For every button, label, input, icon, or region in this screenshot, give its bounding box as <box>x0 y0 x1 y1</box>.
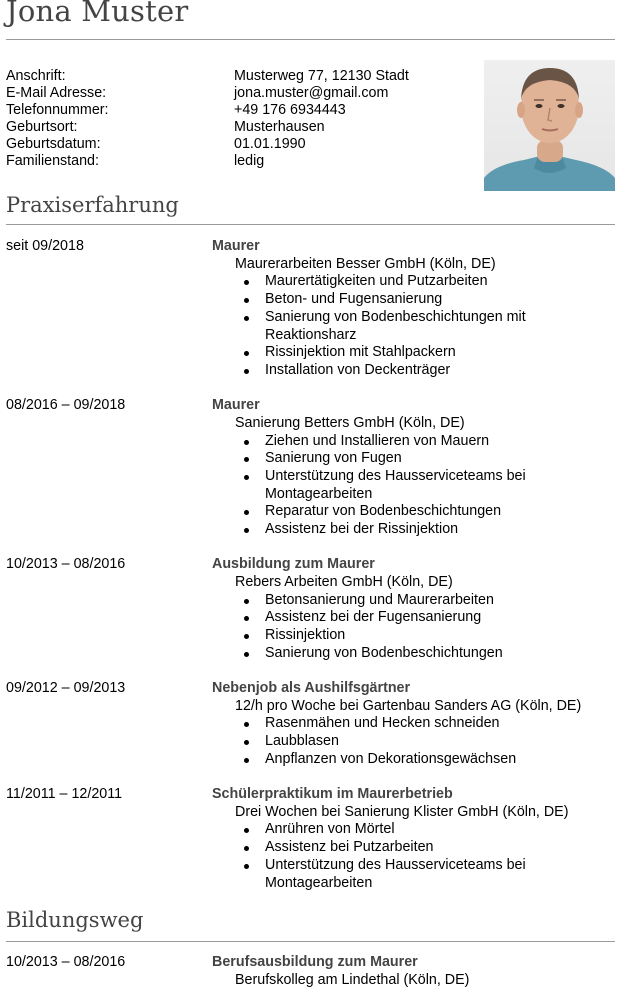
task-item: Anpflanzen von Dekorationsgewächsen <box>265 751 615 769</box>
entry-employer: Rebers Arbeiten GmbH (Köln, DE) <box>235 573 453 590</box>
info-row-phone <box>6 102 476 119</box>
task-item: Beton- und Fugensanierung <box>265 291 615 309</box>
info-label: Telefonnummer: <box>6 102 109 118</box>
experience-list <box>6 238 615 892</box>
entry-employer: Drei Wochen bei Sanierung Klister GmbH (Köln, DE) <box>235 803 569 820</box>
experience-entry <box>6 397 615 539</box>
info-value: Musterweg 77, 12130 Stadt <box>234 68 409 84</box>
education-list <box>6 954 615 989</box>
task-item: Unterstützung des Hausserviceteams bei Montagearbeiten <box>265 857 615 892</box>
entry-title: Schülerpraktikum im Maurerbetrieb <box>212 785 453 802</box>
info-value: 01.01.1990 <box>234 136 306 152</box>
entry-institution: Berufskolleg am Lindethal (Köln, DE) <box>235 971 470 988</box>
experience-entry <box>6 680 615 769</box>
task-item: Unterstützung des Hausserviceteams bei Montagearbeiten <box>265 468 615 503</box>
section-title-experience: Praxiserfahrung <box>6 193 179 217</box>
task-item: Sanierung von Fugen <box>265 450 615 468</box>
info-label: Geburtsort: <box>6 119 78 135</box>
entry-date: 11/2011 – 12/2011 <box>6 785 123 802</box>
task-item: Reparatur von Bodenbeschichtungen <box>265 503 615 521</box>
info-value: +49 176 6934443 <box>234 102 346 118</box>
experience-entry <box>6 786 615 892</box>
info-row-birthdate <box>6 136 476 153</box>
info-value: ledig <box>234 153 265 169</box>
entry-date: 08/2016 – 09/2018 <box>6 397 126 414</box>
task-item: Laubblasen <box>265 733 615 751</box>
task-list <box>265 592 615 663</box>
info-row-birthplace <box>6 119 476 136</box>
task-list <box>265 715 615 768</box>
task-item: Maurertätigkeiten und Putzarbeiten <box>265 273 615 291</box>
personal-info <box>6 68 476 170</box>
entry-employer: Maurerarbeiten Besser GmbH (Köln, DE) <box>235 255 496 272</box>
entry-title: Maurer <box>212 238 260 254</box>
entry-title: Maurer <box>212 397 260 414</box>
profile-photo <box>484 60 615 191</box>
info-row-address <box>6 68 476 85</box>
entry-title: Ausbildung zum Maurer <box>212 556 375 573</box>
info-label: E-Mail Adresse: <box>6 85 107 101</box>
education-entry <box>6 954 615 989</box>
section-divider <box>6 941 615 942</box>
task-item: Rasenmähen und Hecken schneiden <box>265 715 615 733</box>
entry-employer: 12/h pro Woche bei Gartenbau Sanders AG (Köln, DE) <box>235 697 582 714</box>
experience-entry <box>6 556 615 662</box>
info-label: Geburtsdatum: <box>6 136 101 152</box>
entry-date: 10/2013 – 08/2016 <box>6 556 126 573</box>
title-divider <box>6 39 615 40</box>
task-item: Rissinjektion <box>265 627 615 645</box>
task-item: Sanierung von Bodenbeschichtungen mit Reaktionsharz <box>265 309 615 344</box>
entry-date: 10/2013 – 08/2016 <box>6 954 126 970</box>
section-divider <box>6 224 615 225</box>
section-title-education: Bildungsweg <box>6 908 144 932</box>
cv-name: Jona Muster <box>6 0 189 28</box>
info-label: Anschrift: <box>6 68 66 84</box>
task-item: Betonsanierung und Maurerarbeiten <box>265 592 615 610</box>
task-item: Assistenz bei der Rissinjektion <box>265 521 615 539</box>
info-label: Familienstand: <box>6 153 99 169</box>
task-item: Assistenz bei der Fugensanierung <box>265 609 615 627</box>
task-item: Sanierung von Bodenbeschichtungen <box>265 645 615 663</box>
entry-employer: Sanierung Betters GmbH (Köln, DE) <box>235 414 465 431</box>
entry-title: Berufsausbildung zum Maurer <box>212 954 418 970</box>
entry-title: Nebenjob als Aushilfsgärtner <box>212 679 411 696</box>
task-item: Installation von Deckenträger <box>265 362 615 380</box>
entry-date: 09/2012 – 09/2013 <box>6 679 126 696</box>
experience-entry <box>6 238 615 380</box>
info-value: jona.muster@gmail.com <box>234 85 389 101</box>
info-value: Musterhausen <box>234 119 325 135</box>
info-row-marital-status <box>6 153 476 170</box>
task-list <box>265 273 615 379</box>
task-item: Assistenz bei Putzarbeiten <box>265 839 615 857</box>
task-list <box>265 821 615 892</box>
info-row-email <box>6 85 476 102</box>
task-item: Ziehen und Installieren von Mauern <box>265 433 615 451</box>
task-list <box>265 433 615 539</box>
task-item: Rissinjektion mit Stahlpackern <box>265 344 615 362</box>
task-item: Anrühren von Mörtel <box>265 821 615 839</box>
entry-date: seit 09/2018 <box>6 238 84 254</box>
